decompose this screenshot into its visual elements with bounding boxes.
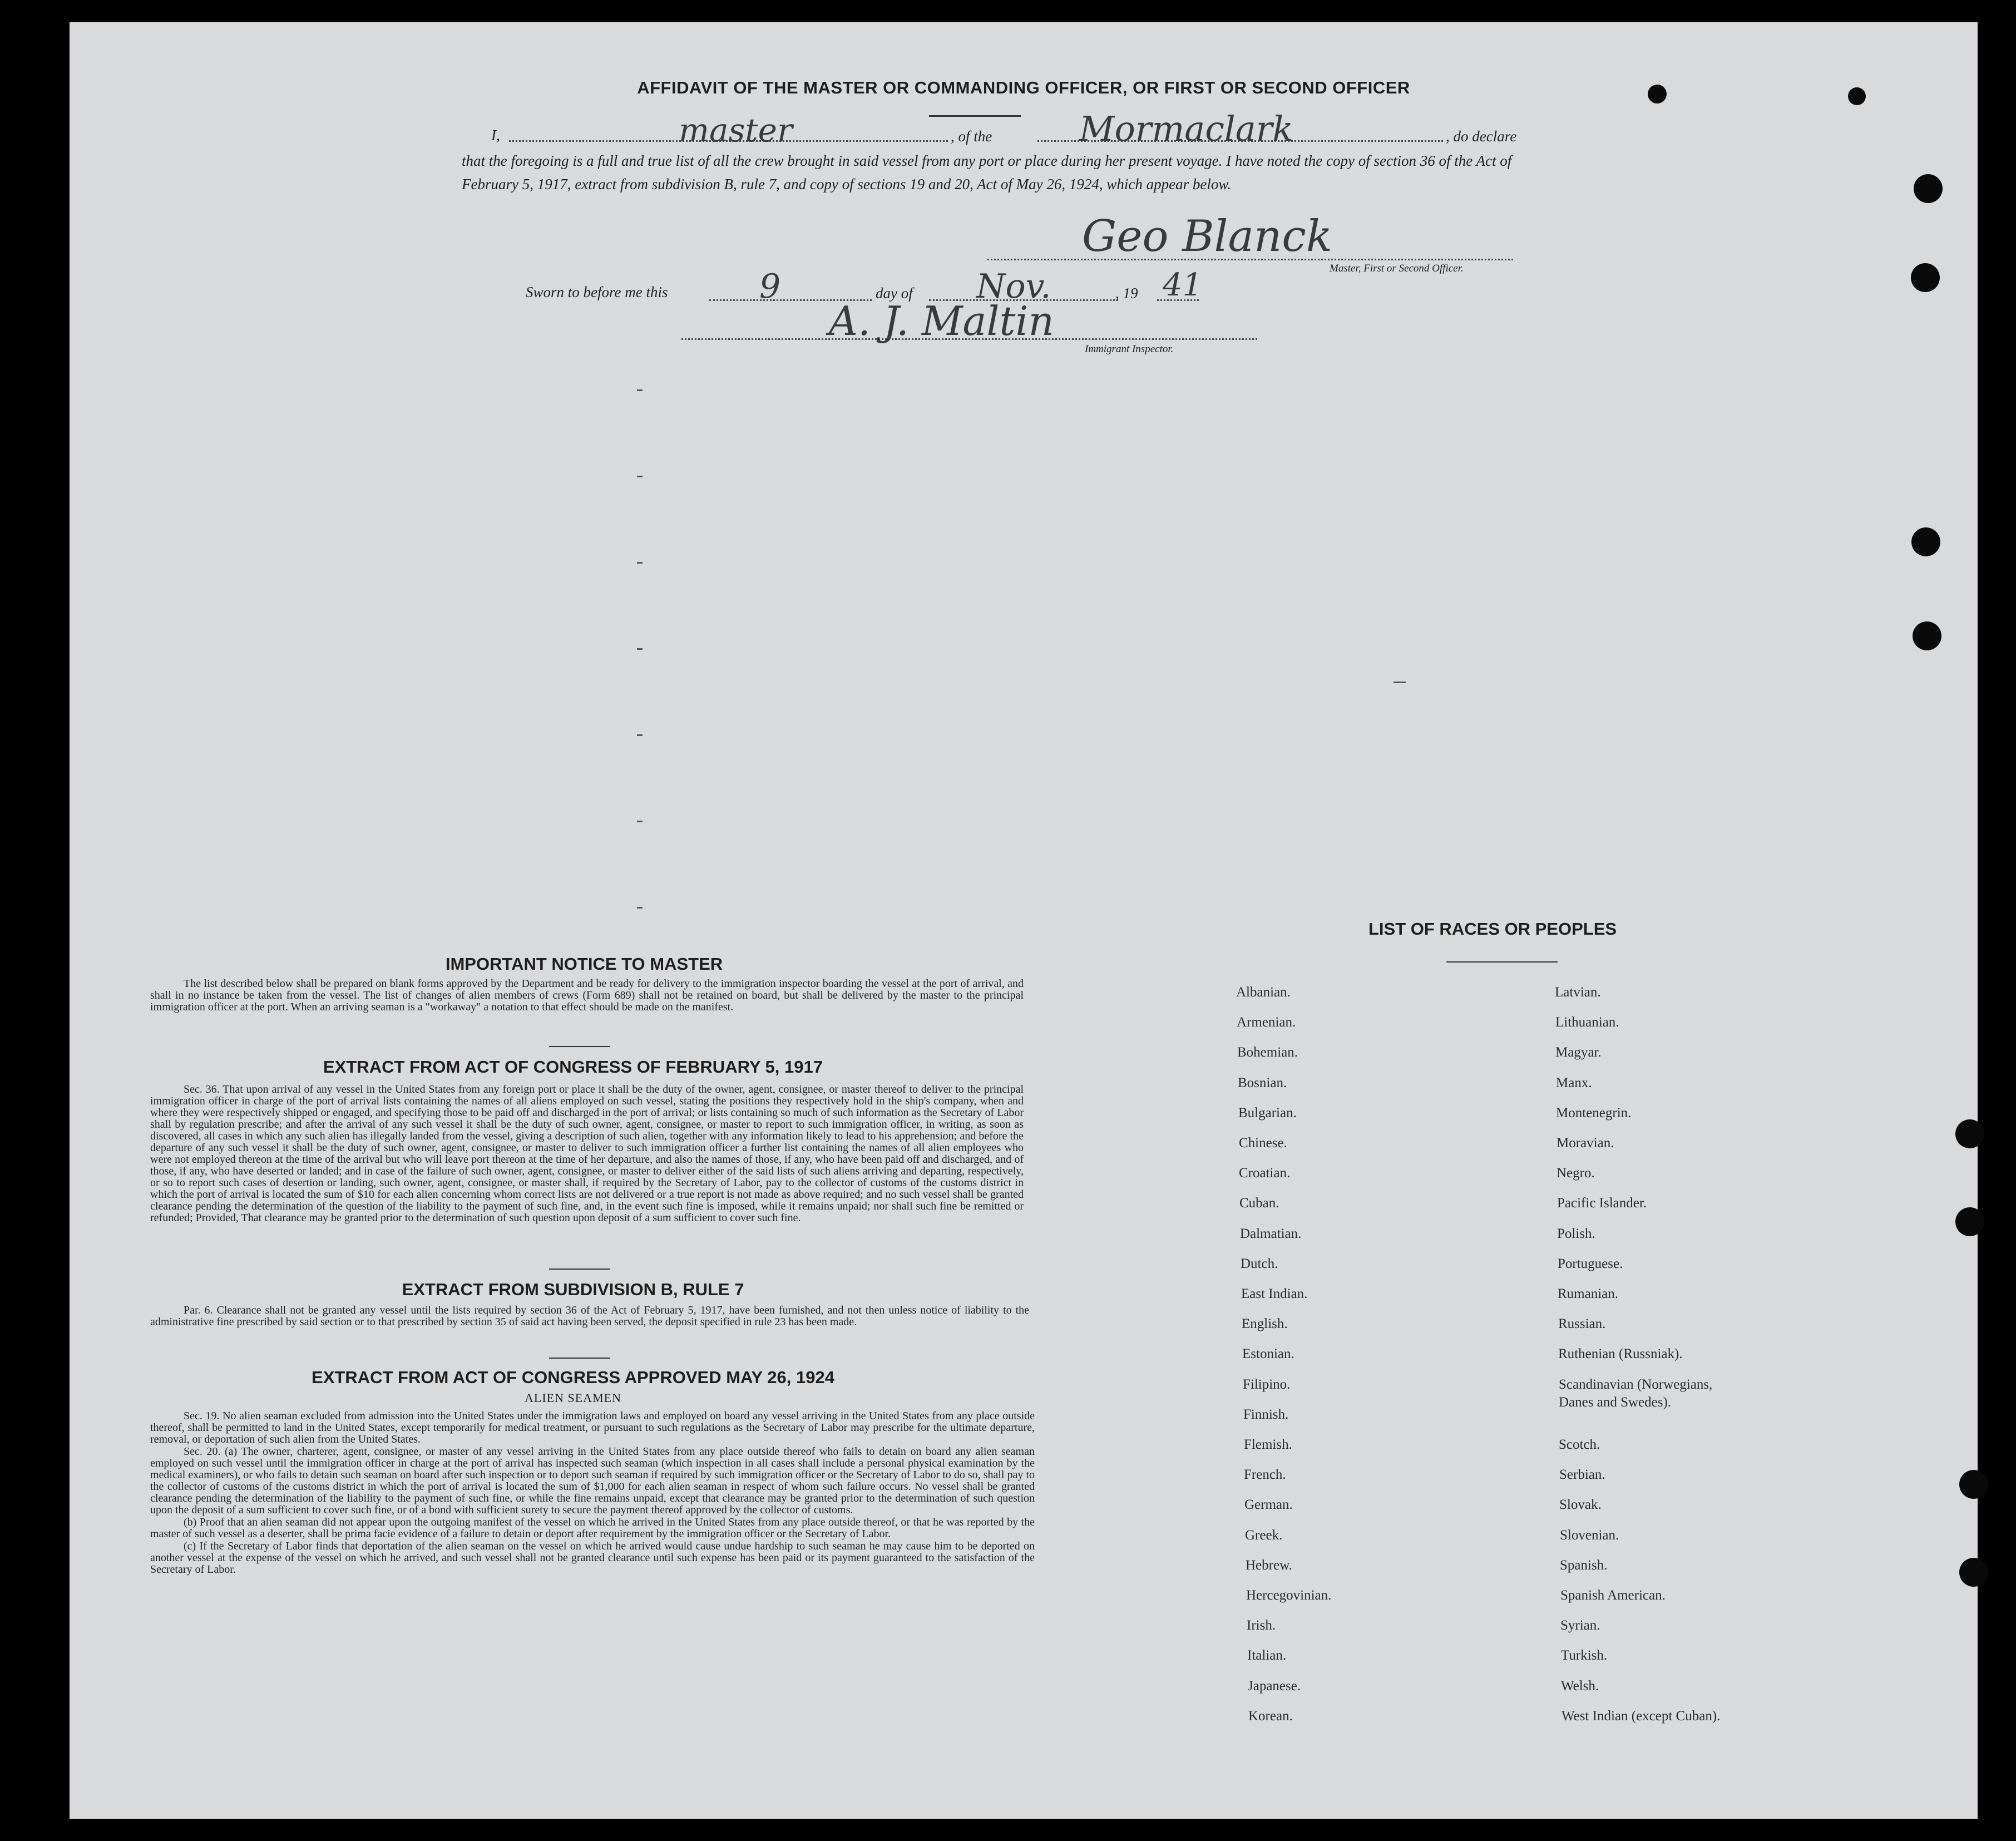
margin-tick (637, 907, 643, 909)
inspector-caption: Immigrant Inspector. (1085, 343, 1174, 355)
race-item: Estonian. (1242, 1346, 1294, 1361)
affidavit-do-declare: , do declare (1444, 128, 1516, 145)
extract-rule7-title: EXTRACT FROM SUBDIVISION B, RULE 7 (402, 1280, 744, 1299)
race-item: Portuguese. (1558, 1256, 1623, 1271)
race-item: Italian. (1247, 1648, 1287, 1663)
race-item: Manx. (1556, 1075, 1592, 1090)
sworn-month-handwriting: Nov. (976, 267, 1051, 306)
race-item: Bulgarian. (1238, 1105, 1297, 1121)
extract-1924-text (150, 1410, 1035, 1576)
race-item: Turkish. (1561, 1648, 1608, 1663)
race-item: Armenian. (1237, 1015, 1296, 1030)
sec20b-paragraph: (b) Proof that an alien seaman did not appear upon the outgoing manifest of the vessel on which he arrived in the United States from any place outside thereof, or that he was reported by the master of such vessel as a deserter, shall be prima facie evidence of a failure to detain or deport after requirement by the immigration officer or the Secretary of Labor. (150, 1516, 1035, 1540)
race-item: Latvian. (1555, 985, 1601, 1000)
margin-tick (637, 648, 643, 650)
notice-text (150, 978, 1024, 1014)
race-item: Greek. (1245, 1528, 1283, 1543)
race-item: French. (1244, 1467, 1286, 1482)
punch-hole (1959, 1558, 1988, 1587)
extract-rule7-text (150, 1305, 1029, 1329)
race-item: Serbian. (1559, 1467, 1605, 1482)
margin-tick (637, 389, 643, 391)
race-item: West Indian (except Cuban). (1562, 1709, 1721, 1724)
day-of-label: day of (873, 285, 915, 302)
race-item: Irish. (1247, 1618, 1276, 1633)
sec19-paragraph: Sec. 19. No alien seaman excluded from admission into the United States under the immigration laws and employed on board any vessel arriving in the United States from any place outside thereof, shall be permitted to land in the United States, except temporarily for medical treatment, or pursuant to such regulations as the Secretary of Labor may prescribe for the ultimate departure, removal, or deportation of such alien from the United States. (150, 1410, 1035, 1445)
race-item: Slovenian. (1560, 1528, 1619, 1543)
race-item: Negro. (1557, 1166, 1595, 1181)
race-item: Scotch. (1559, 1437, 1600, 1452)
race-item: Bohemian. (1237, 1045, 1298, 1060)
divider (549, 1269, 610, 1270)
vessel-handwriting: Mormaclark (1079, 108, 1293, 149)
sworn-prefix: Sworn to before me this (526, 284, 668, 300)
margin-tick (1394, 682, 1406, 683)
divider (549, 1046, 610, 1047)
race-item: Korean. (1248, 1709, 1293, 1724)
extract-1924-title: EXTRACT FROM ACT OF CONGRESS APPROVED MAY 26, 1924 (312, 1368, 834, 1387)
punch-hole (1913, 621, 1941, 650)
notice-title: IMPORTANT NOTICE TO MASTER (445, 954, 723, 974)
affidavit-title: AFFIDAVIT OF THE MASTER OR COMMANDING OFFICER, OR FIRST OR SECOND OFFICER (637, 78, 1410, 97)
race-item: German. (1244, 1497, 1293, 1512)
inspector-signature: A. J. Maltin (829, 298, 1054, 344)
race-item: Rumanian. (1558, 1286, 1619, 1301)
race-item: Albanian. (1236, 985, 1291, 1000)
punch-hole (1848, 87, 1866, 105)
punch-hole (1914, 174, 1943, 203)
margin-tick (637, 734, 643, 736)
sworn-day-handwriting: 9 (759, 267, 781, 306)
race-item: Croatian. (1239, 1166, 1291, 1181)
race-item: Finnish. (1243, 1407, 1289, 1422)
race-item: Bosnian. (1238, 1075, 1287, 1090)
races-title: LIST OF RACES OR PEOPLES (1368, 919, 1617, 939)
master-caption: Master, First or Second Officer. (1330, 263, 1464, 274)
race-item: Slovak. (1559, 1497, 1602, 1512)
race-item: Filipino. (1243, 1377, 1291, 1392)
race-item: Moravian. (1557, 1136, 1614, 1151)
punch-hole (1955, 1207, 1984, 1236)
race-item: English. (1242, 1316, 1288, 1331)
divider (929, 115, 1021, 117)
race-item: Lithuanian. (1555, 1015, 1619, 1030)
race-item: Hercegovinian. (1246, 1588, 1332, 1603)
race-item: Welsh. (1561, 1679, 1599, 1694)
document-page (70, 22, 1978, 1819)
sworn-year-handwriting: 41 (1163, 267, 1203, 303)
race-item: East Indian. (1241, 1286, 1308, 1301)
race-item: Spanish American. (1560, 1588, 1666, 1603)
year-prefix: , 19 (1115, 285, 1138, 302)
margin-tick (637, 562, 643, 564)
race-item: Hebrew. (1246, 1558, 1292, 1573)
punch-hole (1955, 1119, 1984, 1148)
rank-handwriting: master (679, 111, 793, 149)
extract-1917-title: EXTRACT FROM ACT OF CONGRESS OF FEBRUARY 5, 1917 (323, 1057, 823, 1077)
sec20a-paragraph: Sec. 20. (a) The owner, charterer, agent, consignee, or master of any vessel arriving in the United States from any place outside thereof who fails to detain on board any alien seaman employed on such vessel until the immigration officer in charge at the port of arrival has inspected such seaman (which inspection in all cases shall include a personal physical examination by the medical examiners), or who fails to detain such seaman on board after such inspection or to deport such seaman if required by such immigration officer or the Secretary of Labor to do so, shall pay to the collector of customs of the customs district in which the port of arrival is located the sum of $1,000 for each alien seaman in respect of whom such failure occurs. No vessel shall be granted clearance pending the determination of the liability to the payment of such fine, or while the fine remains unpaid, except that clearance may be granted prior to the determination of such question upon the deposit of a sum sufficient to cover such fine, or of a bond with sufficient surety to secure the payment thereof approved by the collector of customs. (150, 1445, 1035, 1516)
race-item: Chinese. (1239, 1136, 1287, 1151)
race-item: Montenegrin. (1556, 1105, 1632, 1121)
race-item: Dutch. (1241, 1256, 1278, 1271)
punch-hole (1959, 1470, 1988, 1499)
race-item: Cuban. (1239, 1196, 1279, 1211)
race-item: Magyar. (1555, 1045, 1602, 1060)
race-item: Scandinavian (Norwegians, Danes and Swedes). (1559, 1377, 1713, 1410)
punch-hole (1911, 527, 1940, 556)
affidavit-body: that the foregoing is a full and true list of all the crew brought in said vessel from any port or place during her present voyage. I have noted the copy of section 36 of the Act of February 5, 1917, extract from subdivision B, rule 7, and copy of sections 19 and 20, Act of May 26, 1924, which appear below. (462, 152, 1512, 193)
alien-seamen-subtitle: ALIEN SEAMEN (525, 1391, 621, 1405)
divider (549, 1358, 610, 1359)
notice-paragraph: The list described below shall be prepared on blank forms approved by the Department and be ready for delivery to the immigration inspector boarding the vessel at the port of arrival, and shall in no instance be taken from the vessel. The list of changes of alien members of crews (Form 689) shall not be retained on board, but shall be delivered by the master to the principal immigration officer at the port. When an arriving seaman is a "workaway" a notation to that effect should be made on the manifest. (150, 978, 1024, 1013)
race-item: Ruthenian (Russniak). (1558, 1346, 1683, 1361)
margin-tick (637, 476, 643, 477)
race-item: Spanish. (1560, 1558, 1608, 1573)
master-signature: Geo Blanck (1082, 211, 1333, 261)
punch-hole (1911, 263, 1940, 292)
race-item: Syrian. (1560, 1618, 1600, 1633)
race-item: Polish. (1557, 1226, 1595, 1241)
race-item: Pacific Islander. (1557, 1196, 1647, 1211)
margin-tick (637, 821, 643, 822)
race-item: Dalmatian. (1240, 1226, 1302, 1241)
punch-hole (1648, 85, 1667, 103)
race-item: Flemish. (1244, 1437, 1292, 1452)
affidavit-i: I, (491, 127, 500, 144)
sec36-paragraph: Sec. 36. That upon arrival of any vessel in the United States from any foreign port or place it shall be the duty of the owner, agent, consignee, or master thereof to deliver to the principal immigration officer in charge of the port of arrival lists containing the names of all aliens employed on such vessel, stating the positions they respectively hold in the ship's company, when and where they were respectively shipped or engaged, and specifying those to be paid off and discharged in the port of arrival; or lists containing so much of such information as the Secretary of Labor shall by regulation prescribe; and after the arrival of any such vessel it shall be the duty of such owner, agent, consignee, or master to report to such immigration officer, in writing, as soon as discovered, all cases in which any such alien has illegally landed from the vessel, giving a description of such alien, together with any information likely to lead to his apprehension; and before the departure of any such vessel it shall be the duty of such owner, agent, consignee, or master to deliver to such immigration officer a further list containing the names of all alien employees who were not employed thereon at the time of the arrival but who will leave port thereon at the time of her departure, and also the names of those, if any, who have been paid off and discharged, and of those, if any, who have deserted or landed; and in case of the failure of such owner, agent, consignee, or master to deliver either of the said lists of such aliens arriving and departing, respectively, or so to report such cases of desertion or landing, such owner, agent, consignee, or master shall, if required by the Secretary of Labor, pay to the collector of customs of the customs district in which the port of arrival is located the sum of $10 for each alien concerning whom correct lists are not delivered or a true report is not made as above required; and no such vessel shall be granted clearance pending the determination of the question of the liability to the payment of such fine, and, in the event such fine is imposed, while it remains unpaid; nor shall such fine be remitted or refunded; Provided, That clearance may be granted prior to the determination of such question upon deposit of a sum sufficient to cover such fine. (150, 1083, 1024, 1224)
race-item: Japanese. (1248, 1679, 1301, 1694)
affidavit-of-the: , of the (948, 128, 994, 145)
extract-1917-text (150, 1084, 1024, 1225)
sec20c-paragraph: (c) If the Secretary of Labor finds that deportation of the alien seaman on the vessel on which he arrived would cause undue hardship to such seaman he may cause him to be deported on another vessel at the expense of the vessel on which he arrived, and such vessel shall not be granted clearance until such expense has been paid or its payment guaranteed to the satisfaction of the Secretary of Labor. (150, 1540, 1035, 1576)
par6-paragraph: Par. 6. Clearance shall not be granted any vessel until the lists required by section 36 of the Act of February 5, 1917, have been furnished, and not then unless notice of liability to the administrative fine prescribed by said section or to that prescribed by section 35 of said act having been served, the deposit specified in rule 23 has been made. (150, 1304, 1029, 1328)
race-item: Russian. (1558, 1316, 1606, 1331)
divider (1446, 961, 1558, 963)
